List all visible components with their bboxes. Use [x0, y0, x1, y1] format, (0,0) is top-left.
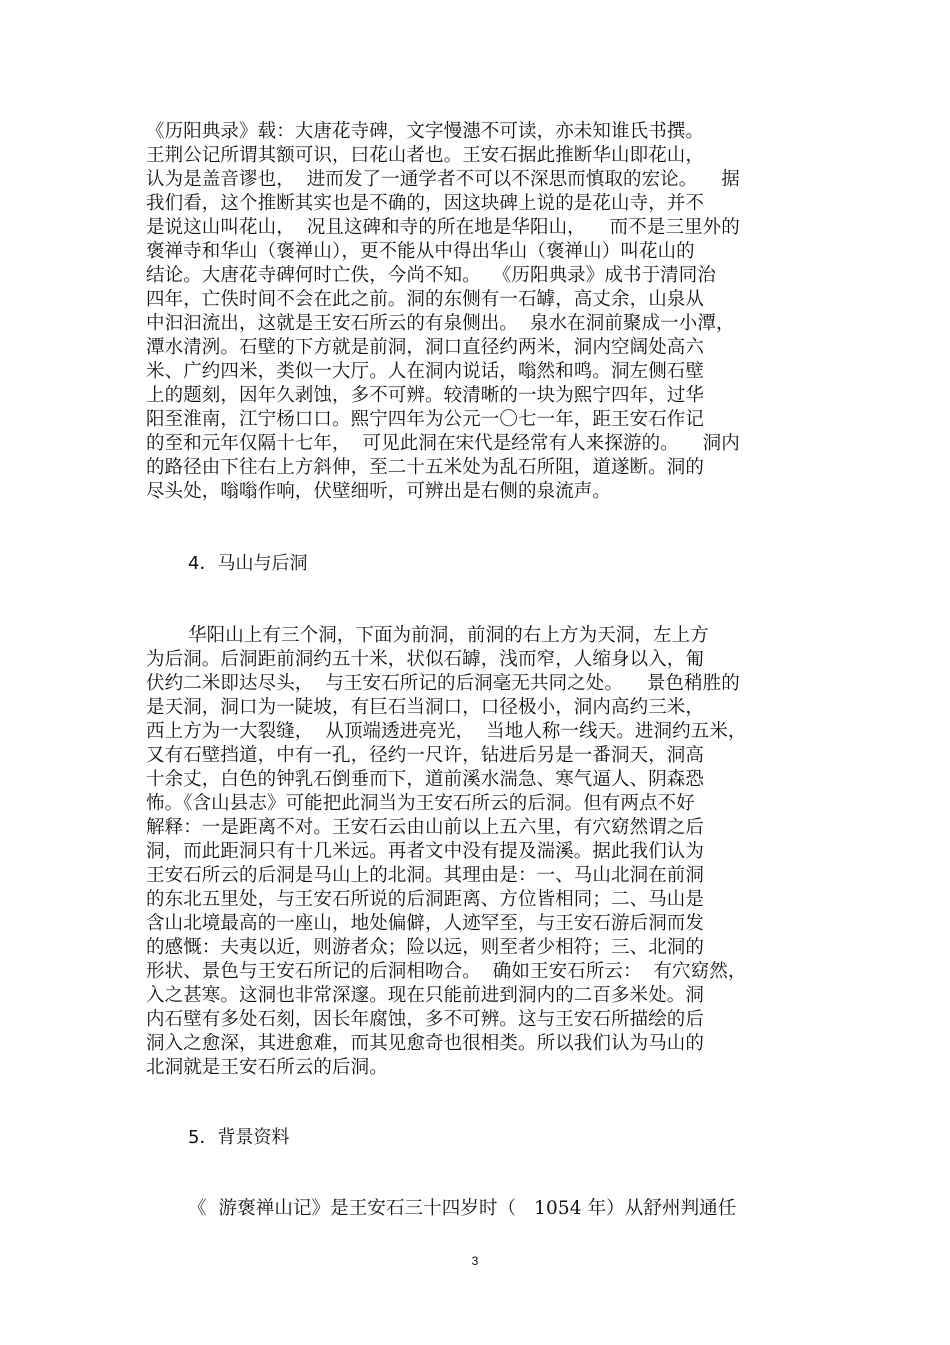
paragraph-line: 尽头处，嗡嗡作响，伏壁细听，可辨出是右侧的泉流声。: [146, 481, 612, 502]
paragraph-line: 王荆公记所谓其额可识，曰花山者也。王安石据此推断华山即花山，: [146, 145, 705, 166]
paragraph-line: 解释：一是距离不对。王安石云由山前以上五六里，有穴窈然谓之后: [146, 817, 705, 838]
paragraph-line: 内石壁有多处石刻，因长年腐蚀，多不可辨。这与王安石所描绘的后: [146, 1009, 705, 1030]
paragraph-line: 王安石所云的后洞是马山上的北洞。其理由是：一、马山北洞在前洞: [146, 865, 705, 886]
paragraph-line: 伏约二米即达尽头， 与王安石所记的后洞毫无共同之处。 景色稍胜的: [146, 673, 740, 694]
paragraph-line: 又有石壁挡道，中有一孔，径约一尺许，钻进后另是一番洞天，洞高: [146, 745, 705, 766]
paragraph-line: 米、广约四米，类似一大厅。人在洞内说话，嗡然和鸣。洞左侧石壁: [146, 361, 705, 382]
paragraph-line: 认为是盖音谬也， 进而发了一通学者不可以不深思而慎取的宏论。 据: [146, 169, 740, 190]
paragraph-line: 入之甚寒。这洞也非常深邃。现在只能前进到洞内的二百多米处。洞: [146, 985, 705, 1006]
paragraph-line: 西上方为一大裂缝， 从顶端透进亮光， 当地人称一线天。进洞约五米，: [146, 721, 747, 742]
page-number: 3: [471, 1254, 479, 1268]
paragraph-line: 阳至淮南，江宁杨口口。熙宁四年为公元一〇七一年，距王安石作记: [146, 409, 705, 430]
paragraph-line: 是说这山叫花山， 况且这碑和寺的所在地是华阳山， 而不是三里外的: [146, 217, 740, 238]
paragraph-line: 为后洞。后洞距前洞约五十米，状似石罅，浅而窄，人缩身以入，匍: [146, 649, 705, 670]
paragraph-line: 北洞就是王安石所云的后洞。: [146, 1057, 388, 1078]
paragraph-line: 的路径由下往右上方斜伸，至二十五米处为乱石所阻，道遂断。洞的: [146, 457, 705, 478]
paragraph-line: 形状、景色与王安石所记的后洞相吻合。 确如王安石所云： 有穴窈然，: [146, 961, 747, 982]
paragraph-line: 洞，而此距洞只有十几米远。再者文中没有提及湍溪。据此我们认为: [146, 841, 705, 862]
paragraph-line: 潭水清洌。石壁的下方就是前洞，洞口直径约两米，洞内空阔处高六: [146, 337, 705, 358]
paragraph-line: 怖。《含山县志》可能把此洞当为王安石所云的后洞。但有两点不好: [146, 793, 695, 814]
paragraph-line: 上的题刻，因年久剥蚀，多不可辨。较清晰的一块为熙宁四年，过华: [146, 385, 705, 406]
paragraph-line: 我们看，这个推断其实也是不确的，因这块碑上说的是花山寺，并不: [146, 193, 705, 214]
paragraph-line: 十余丈，白色的钟乳石倒垂而下，道前溪水湍急、寒气逼人、阴森恐: [146, 769, 705, 790]
paragraph-line: 的东北五里处，与王安石所说的后洞距离、方位皆相同；二、马山是: [146, 889, 705, 910]
paragraph-line: 的感慨：夫夷以近，则游者众；险以远，则至者少相符；三、北洞的: [146, 937, 705, 958]
paragraph-line: 中汩汩流出，这就是王安石所云的有泉侧出。 泉水在洞前聚成一小潭，: [146, 313, 735, 334]
paragraph-line: 洞入之愈深，其进愈难，而其见愈奇也很相类。所以我们认为马山的: [146, 1033, 705, 1054]
paragraph-line: 《历阳典录》载：大唐花寺碑，文字慢漶不可读，亦未知谁氏书撰。: [146, 121, 705, 142]
section-5-paragraph-line: 《 游褒禅山记》是王安石三十四岁时（ 1054 年）从舒州判通任: [188, 1198, 737, 1219]
paragraph-line: 含山北境最高的一座山，地处偏僻，人迹罕至，与王安石游后洞而发: [146, 913, 705, 934]
paragraph-line: 褒禅寺和华山（褒禅山），更不能从中得出华山（褒禅山）叫花山的: [146, 241, 695, 262]
section-heading-5: 5．背景资料: [188, 1127, 290, 1148]
paragraph-line: 华阳山上有三个洞，下面为前洞，前洞的右上方为天洞，左上方: [188, 625, 709, 646]
paragraph-line: 四年，亡佚时间不会在此之前。洞的东侧有一石罅，高丈余，山泉从: [146, 289, 705, 310]
paragraph-line: 结论。大唐花寺碑何时亡佚，今尚不知。 《历阳典录》成书于清同治: [146, 265, 716, 286]
section-heading-4: 4．马山与后洞: [188, 553, 308, 574]
paragraph-line: 的至和元年仅隔十七年， 可见此洞在宋代是经常有人来探游的。 洞内: [146, 433, 740, 454]
paragraph-line: 是天洞，洞口为一陡坡，有巨石当洞口，口径极小，洞内高约三米，: [146, 697, 705, 718]
